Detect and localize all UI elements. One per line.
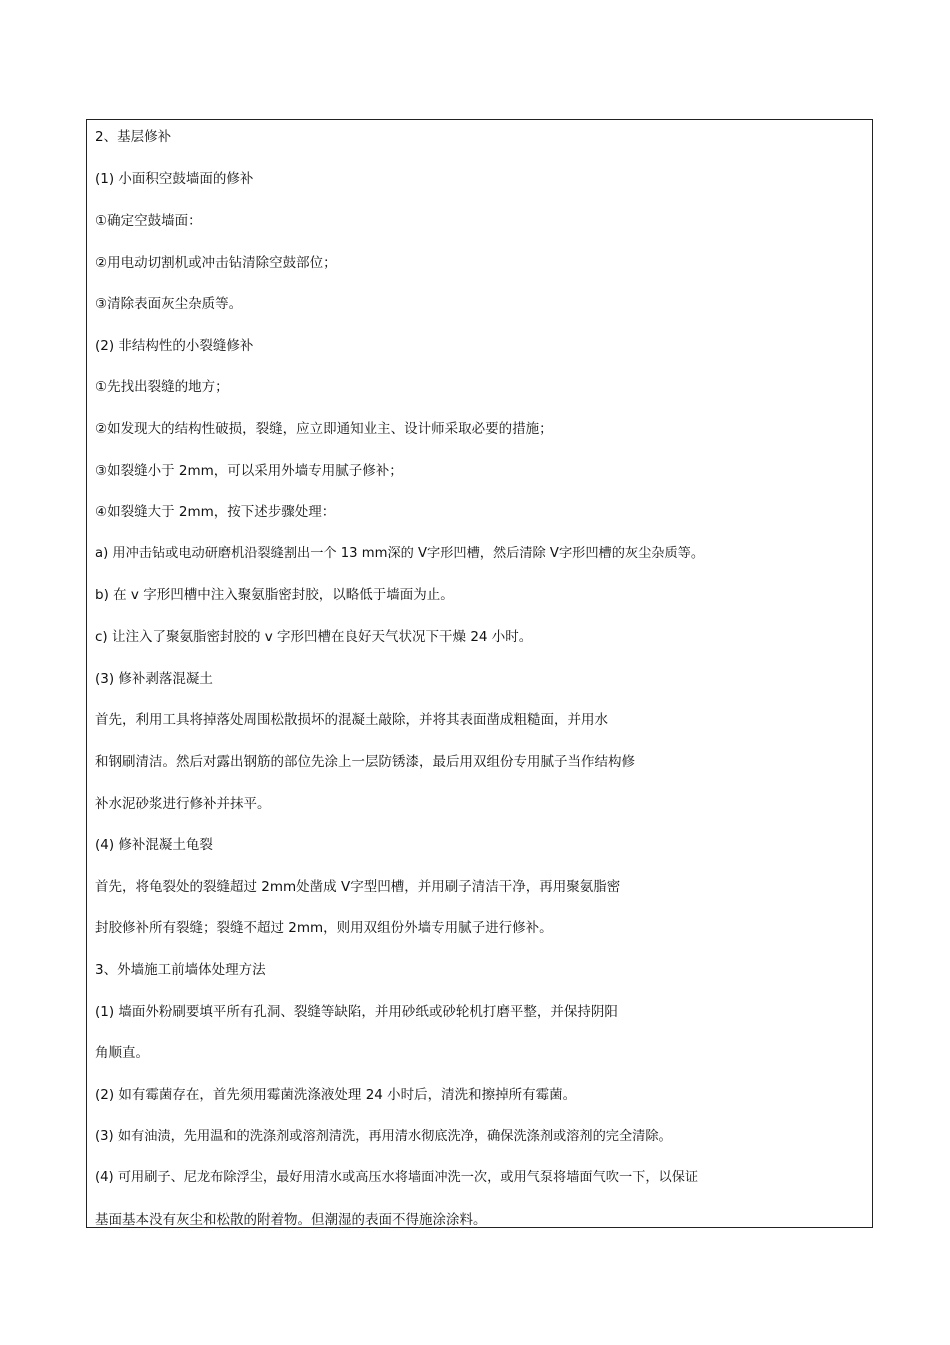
paragraph-line: 封胶修补所有裂缝；裂缝不超过 2mm，则用双组份外墙专用腻子进行修补。 xyxy=(95,920,553,936)
paragraph-line: 角顺直。 xyxy=(95,1045,149,1061)
paragraph-line: 补水泥砂浆进行修补并抹平。 xyxy=(95,796,271,812)
paragraph-line: (4) 可用刷子、尼龙布除浮尘，最好用清水或高压水将墙面冲洗一次，或用气泵将墙面气吹一下，以保证 xyxy=(95,1170,699,1185)
sub-step-item: b) 在 v 字形凹槽中注入聚氨脂密封胶，以略低于墙面为止。 xyxy=(95,587,454,603)
step-item: ③清除表面灰尘杂质等。 xyxy=(95,296,243,312)
paragraph-line: 首先，将龟裂处的裂缝超过 2mm处凿成 V字型凹槽，并用刷子清洁干净，再用聚氨脂密 xyxy=(95,879,621,895)
step-item: ①先找出裂缝的地方； xyxy=(95,379,229,395)
sub-step-item: a) 用冲击钻或电动研磨机沿裂缝割出一个 13 mm深的 V字形凹槽，然后清除 V字形凹槽的灰尘杂质等。 xyxy=(95,546,705,561)
step-item: ②用电动切割机或冲击钻清除空鼓部位； xyxy=(95,255,337,271)
sub-step-item: c) 让注入了聚氨脂密封胶的 v 字形凹槽在良好天气状况下干燥 24 小时。 xyxy=(95,629,533,645)
subsection-heading: (1) 小面积空鼓墙面的修补 xyxy=(95,171,254,187)
subsection-heading: (4) 修补混凝土龟裂 xyxy=(95,837,213,853)
paragraph-line: (1) 墙面外粉刷要填平所有孔洞、裂缝等缺陷，并用砂纸或砂轮机打磨平整，并保持阴阳 xyxy=(95,1004,618,1020)
paragraph-line: 和钢刷清洁。然后对露出钢筋的部位先涂上一层防锈漆，最后用双组份专用腻子当作结构修 xyxy=(95,754,635,770)
subsection-heading: (2) 非结构性的小裂缝修补 xyxy=(95,338,254,354)
section-heading-2: 2、基层修补 xyxy=(95,129,172,145)
step-item: ②如发现大的结构性破损，裂缝，应立即通知业主、设计师采取必要的措施； xyxy=(95,421,553,437)
paragraph-line: 基面基本没有灰尘和松散的附着物。但潮湿的表面不得施涂涂料。 xyxy=(95,1212,487,1228)
document-frame xyxy=(86,119,873,1228)
subsection-heading: (3) 修补剥落混凝土 xyxy=(95,671,213,687)
paragraph-line: (2) 如有霉菌存在，首先须用霉菌洗涤液处理 24 小时后，清洗和擦掉所有霉菌。 xyxy=(95,1087,577,1103)
section-heading-3: 3、外墙施工前墙体处理方法 xyxy=(95,962,266,978)
paragraph-line: 首先，利用工具将掉落处周围松散损坏的混凝土敲除，并将其表面凿成粗糙面，并用水 xyxy=(95,712,608,728)
paragraph-line: (3) 如有油渍，先用温和的洗涤剂或溶剂清洗，再用清水彻底洗净，确保洗涤剂或溶剂的完全清除。 xyxy=(95,1129,672,1144)
step-item: ①确定空鼓墙面： xyxy=(95,213,202,229)
step-item: ③如裂缝小于 2mm，可以采用外墙专用腻子修补； xyxy=(95,463,403,479)
step-item: ④如裂缝大于 2mm，按下述步骤处理： xyxy=(95,504,336,520)
